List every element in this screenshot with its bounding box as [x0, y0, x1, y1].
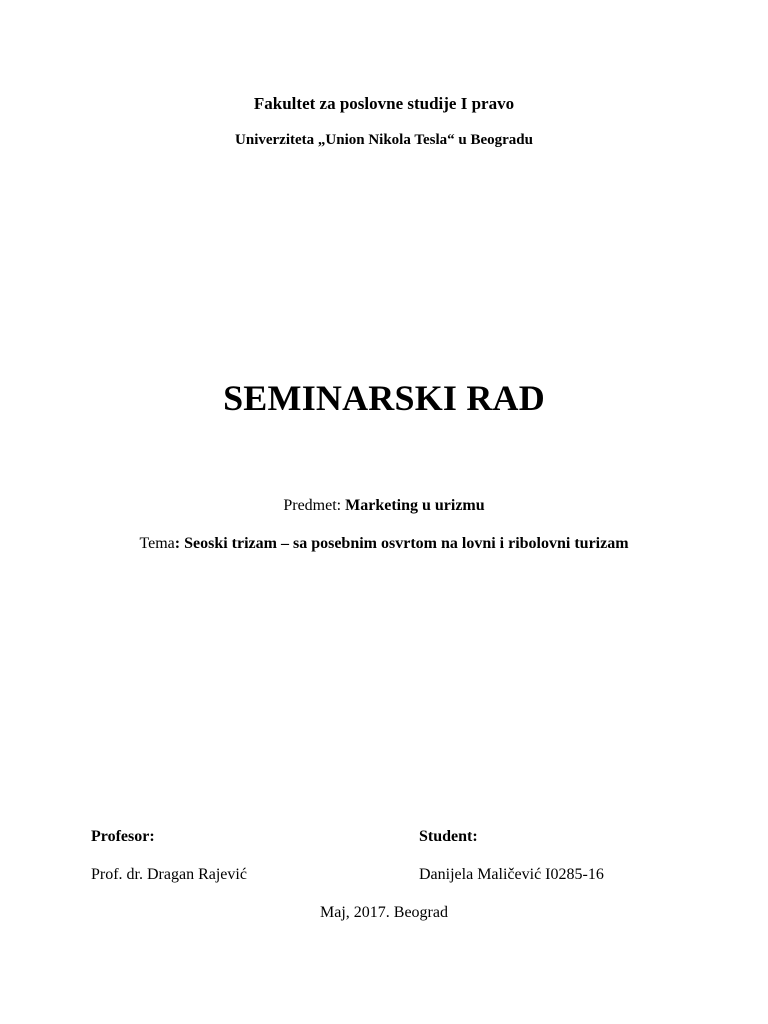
topic-label: Tema [139, 535, 175, 552]
university-name: Univerziteta „Union Nikola Tesla“ u Beogradu [235, 132, 533, 148]
date-place: Maj, 2017. Beograd [320, 904, 448, 921]
subject-label: Predmet: [283, 497, 342, 514]
student-name: Danijela Maličević I0285-16 [419, 866, 604, 883]
topic-line [0, 535, 768, 553]
topic-value: : Seoski trizam – sa posebnim osvrtom na lovni i ribolovni turizam [174, 535, 629, 552]
faculty-name: Fakultet za poslovne studije I pravo [253, 94, 515, 113]
student-heading: Student: [419, 828, 478, 845]
subject-line [0, 497, 768, 515]
document-title: SEMINARSKI RAD [223, 378, 545, 418]
subject-value: Marketing u urizmu [345, 497, 485, 514]
professor-heading: Profesor: [91, 828, 155, 845]
professor-name: Prof. dr. Dragan Rajević [91, 866, 247, 883]
